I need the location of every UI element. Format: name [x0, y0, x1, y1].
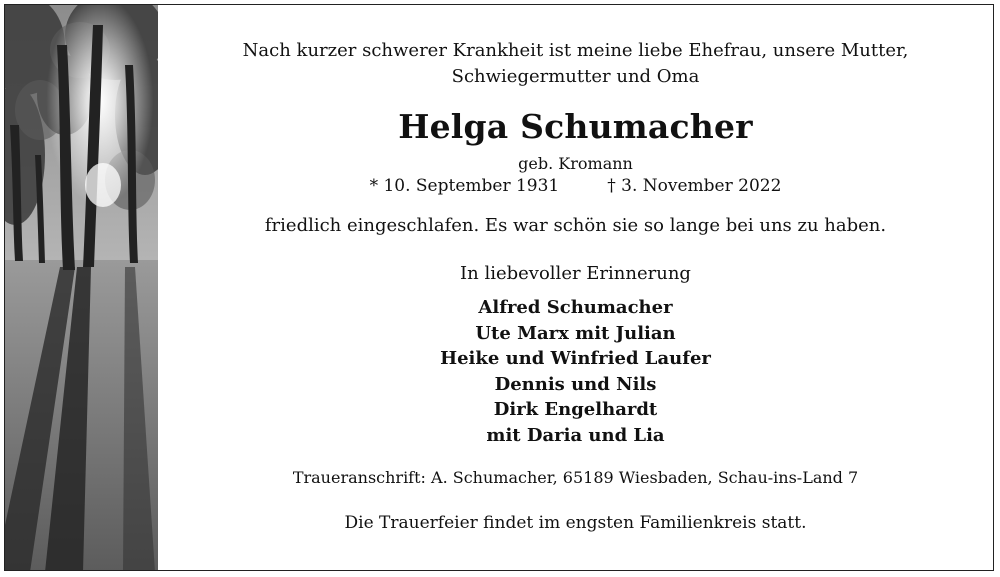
life-dates	[158, 175, 993, 197]
born-name: geb. Kromann	[518, 154, 633, 173]
mourner-name: Ute Marx mit Julian	[475, 322, 676, 344]
mourner-name: Dennis und Nils	[494, 373, 657, 395]
remembrance-heading: In liebevoller Erinnerung	[460, 263, 691, 284]
mourner-name: Dirk Engelhardt	[493, 399, 658, 420]
birth-date: * 10. September 1931	[369, 176, 560, 196]
mourner-name: Heike und Winfried Laufer	[440, 348, 711, 369]
mourning-address: Traueranschrift: A. Schumacher, 65189 Wiesbaden, Schau-ins-Land 7	[292, 468, 859, 487]
funeral-note: Die Trauerfeier findet im engsten Familienkreis statt.	[344, 513, 807, 533]
notice-text	[158, 5, 993, 570]
mourner-name: Alfred Schumacher	[478, 297, 673, 318]
deceased-name: Helga Schumacher	[398, 107, 753, 146]
passing-text: friedlich eingeschlafen. Es war schön sie so lange bei uns zu haben.	[264, 215, 887, 236]
intro-line-2: Schwiegermutter und Oma	[451, 66, 700, 87]
obituary-notice	[4, 4, 994, 571]
tree-park-photo	[5, 5, 158, 570]
mourner-name: mit Daria und Lia	[486, 424, 665, 446]
intro-line-1: Nach kurzer schwerer Krankheit ist meine liebe Ehefrau, unsere Mutter,	[242, 40, 909, 61]
death-date: † 3. November 2022	[607, 176, 782, 196]
